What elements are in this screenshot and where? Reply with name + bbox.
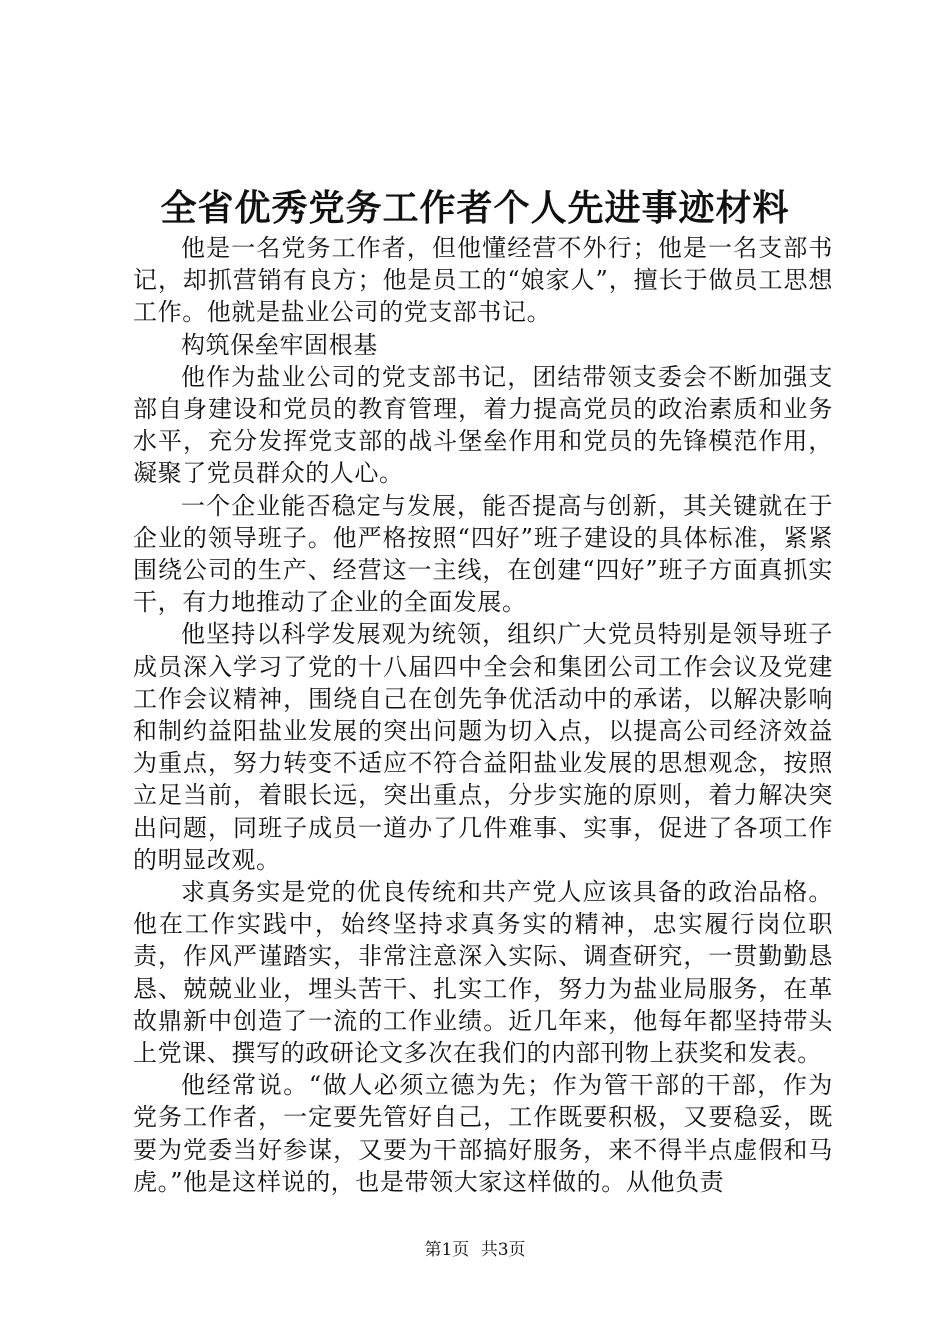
- document-body: [133, 232, 833, 1198]
- paragraph-pragmatism: 求真务实是党的优良传统和共产党人应该具备的政治品格。他在工作实践中，始终坚持求真务实的精神，忠实履行岗位职责，作风严谨踏实，非常注意深入实际、调查研究，一贯勤勤恳恳、兢兢业业，埋头苦干、扎实工作，努力为盐业局服务，在革故鼎新中创造了一流的工作业绩。近几年来，他每年都坚持带头上党课、撰写的政研论文多次在我们的内部刊物上获奖和发表。: [133, 878, 833, 1068]
- document-title: 全省优秀党务工作者个人先进事迹材料: [160, 187, 790, 229]
- paragraph-leadership-team: 一个企业能否稳定与发展，能否提高与创新，其关键就在于企业的领导班子。他严格按照“四好”班子建设的具体标准，紧紧围绕公司的生产、经营这一主线，在创建“四好”班子方面真抓实干，有力地推动了企业的全面发展。: [133, 491, 833, 617]
- paragraph-scientific-development: 他坚持以科学发展观为统领，组织广大党员特别是领导班子成员深入学习了党的十八届四中全会和集团公司工作会议及党建工作会议精神，围绕自己在创先争优活动中的承诺，以解决影响和制约益阳盐业发展的突出问题为切入点，以提高公司经济效益为重点，努力转变不适应不符合益阳盐业发展的思想观念，按照立足当前，着眼长远，突出重点，分步实施的原则，着力解决突出问题，同班子成员一道办了几件难事、实事，促进了各项工作的明显改观。: [133, 620, 833, 874]
- page-footer: 第1页 共3页: [424, 1240, 526, 1260]
- paragraph-intro: 他是一名党务工作者，但他懂经营不外行；他是一名支部书记，却抓营销有良方；他是员工的“娘家人”，擅长于做员工思想工作。他就是盐业公司的党支部书记。: [133, 234, 833, 327]
- paragraph-branch-building: 他作为盐业公司的党支部书记，团结带领支委会不断加强支部自身建设和党员的教育管理，着力提高党员的政治素质和业务水平，充分发挥党支部的战斗堡垒作用和党员的先锋模范作用，凝聚了党员群众的人心。: [133, 362, 833, 488]
- paragraph-quote: 他经常说。“做人必须立德为先；作为管干部的干部，作为党务工作者，一定要先管好自己，工作既要积极，又要稳妥，既要为党委当好参谋，又要为干部搞好服务，来不得半点虚假和马虎。”他是这样说的，也是带领大家这样做的。从他负责: [133, 1071, 833, 1196]
- section-heading: 构筑保垒牢固根基: [181, 330, 378, 359]
